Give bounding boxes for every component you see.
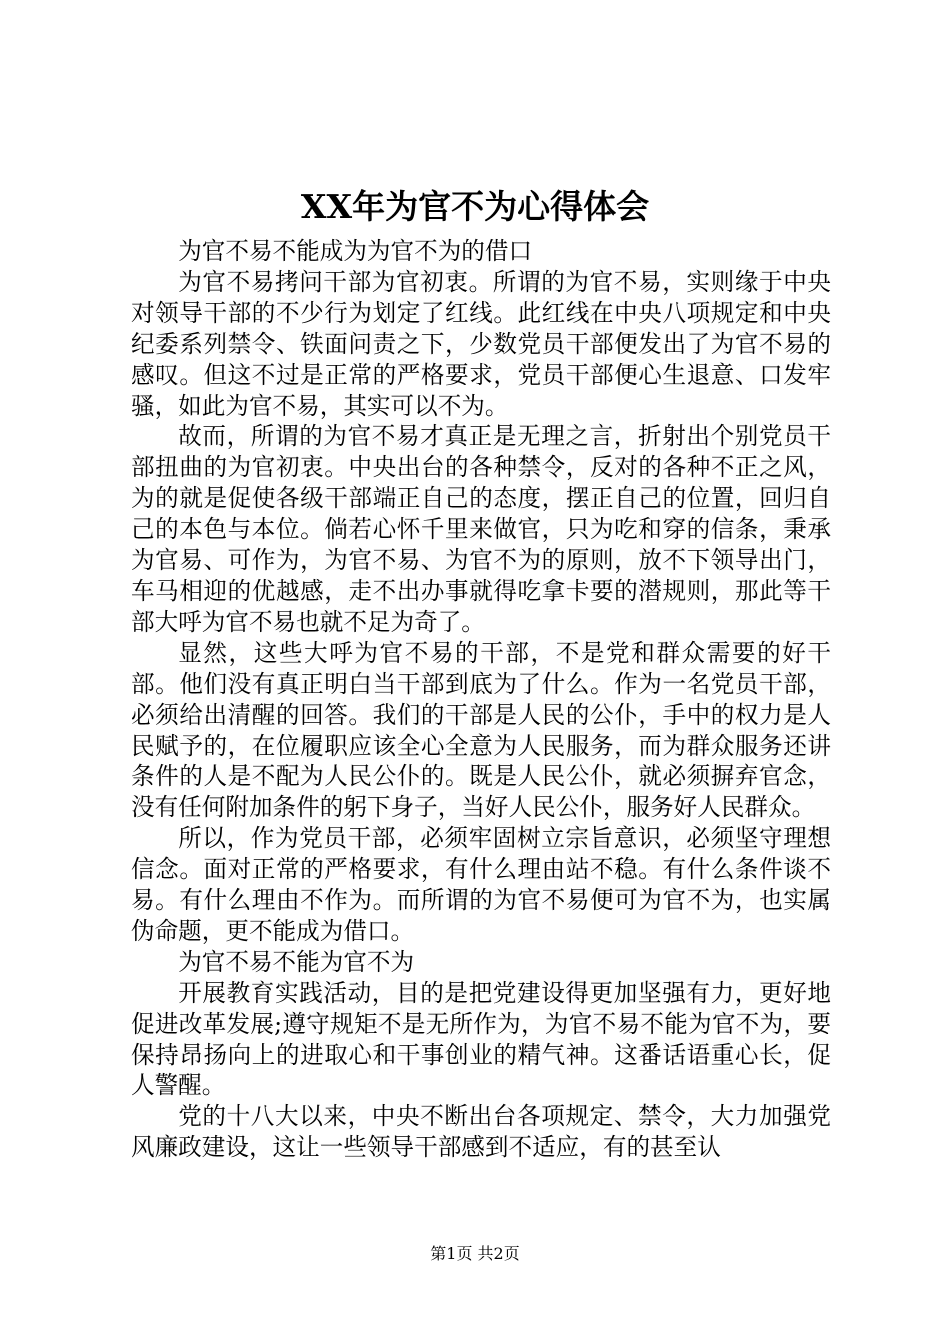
- paragraph: 为官不易拷问干部为官初衷。所谓的为官不易，实则缘于中央对领导干部的不少行为划定了红线。此红线在中央八项规定和中央纪委系列禁令、铁面问责之下，少数党员干部便发出了为官不易的感叹。但这不过是正常的严格要求，党员干部便心生退意、口发牢骚，如此为官不易，其实可以不为。: [131, 267, 831, 420]
- paragraph: 显然，这些大呼为官不易的干部，不是党和群众需要的好干部。他们没有真正明白当干部到底为了什么。作为一名党员干部，必须给出清醒的回答。我们的干部是人民的公仆，手中的权力是人民赋予的，在位履职应该全心全意为人民服务，而为群众服务还讲条件的人是不配为人民公仆的。既是人民公仆，就必须摒弃官念，没有任何附加条件的躬下身子，当好人民公仆，服务好人民群众。: [131, 638, 831, 822]
- page-footer: 第1页 共2页: [430, 1244, 520, 1263]
- paragraph: 开展教育实践活动，目的是把党建设得更加坚强有力，更好地促进改革发展;遵守规矩不是无所作为，为官不易不能为官不为，要保持昂扬向上的进取心和干事创业的精气神。这番话语重心长，促人警醒。: [131, 978, 831, 1100]
- document-title: XX年为官不为心得体会: [300, 187, 650, 226]
- paragraph: 所以，作为党员干部，必须牢固树立宗旨意识，必须坚守理想信念。面对正常的严格要求，有什么理由站不稳。有什么条件谈不易。有什么理由不作为。而所谓的为官不易便可为官不为，也实属伪命题，更不能成为借口。: [131, 824, 831, 945]
- paragraph: 党的十八大以来，中央不断出台各项规定、禁令，大力加强党风廉政建设，这让一些领导干部感到不适应，有的甚至认: [131, 1102, 831, 1162]
- document-body: [131, 236, 831, 1163]
- paragraph: 故而，所谓的为官不易才真正是无理之言，折射出个别党员干部扭曲的为官初衷。中央出台的各种禁令，反对的各种不正之风，为的就是促使各级干部端正自己的态度，摆正自己的位置，回归自己的本色与本位。倘若心怀千里来做官，只为吃和穿的信条，秉承为官易、可作为，为官不易、为官不为的原则，放不下领导出门，车马相迎的优越感，走不出办事就得吃拿卡要的潜规则，那此等干部大呼为官不易也就不足为奇了。: [131, 422, 831, 636]
- paragraph: 为官不易不能成为为官不为的借口: [178, 237, 533, 265]
- paragraph: 为官不易不能为官不为: [178, 947, 415, 976]
